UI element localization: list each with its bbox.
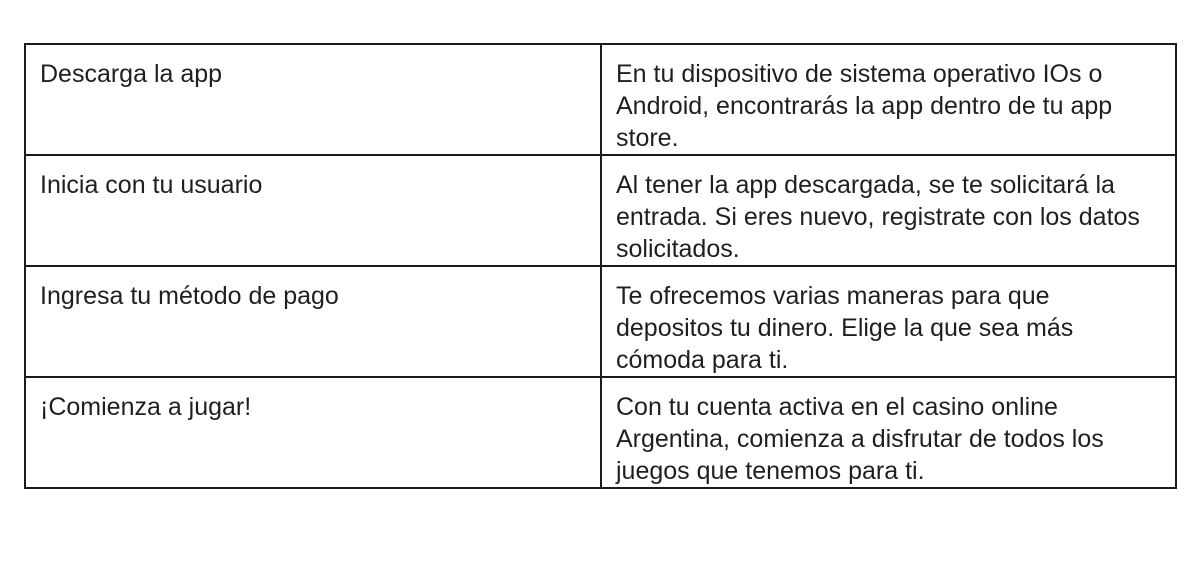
description-cell: Al tener la app descargada, se te solicitará la entrada. Si eres nuevo, registrate con los datos solicitados. — [601, 155, 1176, 266]
step-cell: ¡Comienza a jugar! — [25, 377, 601, 488]
table-row — [25, 266, 1176, 377]
description-cell: Con tu cuenta activa en el casino online Argentina, comienza a disfrutar de todos los juegos que tenemos para ti. — [601, 377, 1176, 488]
table-row — [25, 44, 1176, 155]
step-cell: Descarga la app — [25, 44, 601, 155]
steps-table — [24, 43, 1177, 489]
step-cell: Inicia con tu usuario — [25, 155, 601, 266]
description-cell: En tu dispositivo de sistema operativo IOs o Android, encontrarás la app dentro de tu app store. — [601, 44, 1176, 155]
table-row — [25, 377, 1176, 488]
description-cell: Te ofrecemos varias maneras para que depositos tu dinero. Elige la que sea más cómoda para ti. — [601, 266, 1176, 377]
step-cell: Ingresa tu método de pago — [25, 266, 601, 377]
table-row — [25, 155, 1176, 266]
